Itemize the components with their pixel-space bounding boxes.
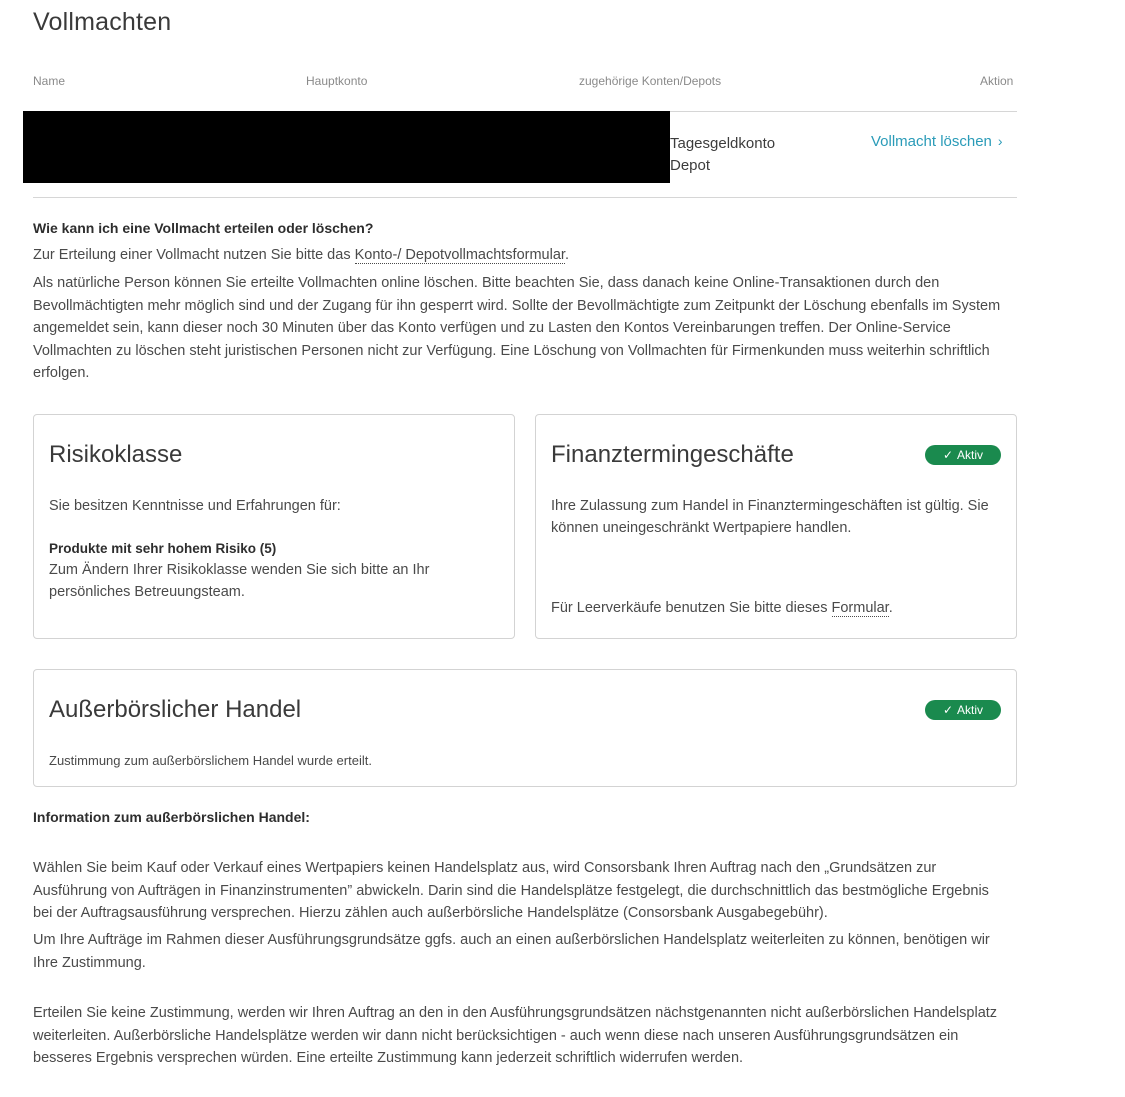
status-badge — [925, 700, 1001, 720]
faq-paragraph: Als natürliche Person können Sie erteilte Vollmachten online löschen. Bitte beachten Sie, dass danach keine Online-Transaktionen durch den Bevollmächtigten mehr möglich sind und der Zugang für ihn gesperrt wird. Sollte der Bevollmächtigte zum Zeitpunkt der Löschung ebenfalls im System angemeldet sein, kann dieser noch 30 Minuten über das Konto verfügen und zu Lasten den Kontos Vereinbarungen treffen. Der Online-Service Vollmachten zu löschen steht juristischen Personen nicht zur Verfügung. Eine Löschung von Vollmachten für Firmenkunden muss weiterhin schriftlich erfolgen. — [33, 275, 1001, 381]
risk-class-level: Produkte mit sehr hohem Risiko (5) — [49, 541, 277, 556]
column-header-action: Aktion — [980, 74, 1014, 88]
risk-class-intro: Sie besitzen Kenntnisse und Erfahrungen für: — [49, 498, 341, 514]
short-selling-prefix: Für Leerverkäufe benutzen Sie bitte dieses — [551, 600, 832, 616]
short-selling-suffix: . — [888, 600, 893, 616]
check-icon: ✓ — [942, 448, 954, 462]
badge-label: Aktiv — [957, 448, 984, 462]
otc-trading-card — [33, 669, 1017, 787]
futures-text: Ihre Zulassung zum Handel in Finanztermingeschäften ist gültig. Sie können uneingeschränkt Wertpapiere handlen. — [551, 498, 989, 536]
risk-class-title: Risikoklasse — [49, 441, 183, 468]
page-title: Vollmachten — [33, 8, 172, 36]
account-item: Tagesgeldkonto — [670, 135, 776, 152]
otc-info-paragraph-1: Wählen Sie beim Kauf oder Verkauf eines Wertpapiers keinen Handelsplatz aus, wird Consorsbank Ihren Auftrag nach den „Grundsätzen zur Ausführung von Aufträgen in Finanzinstrumenten” abwickeln. Darin sind die Handelsplätze festgelegt, die durchschnittlich das bestmögliche Ergebnis bei der Auftragsausführung versprechen. Hierzu zählen auch außerbörsliche Handelsplätze (Consorsbank Ausgabegebühr). — [33, 860, 989, 921]
account-item: Depot — [670, 157, 711, 174]
related-accounts-cell — [670, 133, 775, 177]
futures-card — [535, 414, 1017, 639]
faq-heading: Wie kann ich eine Vollmacht erteilen oder löschen? — [33, 220, 374, 236]
badge-label: Aktiv — [957, 703, 984, 717]
delete-power-of-attorney-link[interactable] — [871, 133, 1003, 150]
faq-line-suffix: . — [564, 247, 569, 263]
otc-trading-text: Zustimmung zum außerbörslichem Handel wurde erteilt. — [49, 753, 372, 768]
faq-line-prefix: Zur Erteilung einer Vollmacht nutzen Sie bitte das — [33, 247, 355, 263]
otc-info-paragraph-2: Um Ihre Aufträge im Rahmen dieser Ausführungsgrundsätze ggfs. auch an einen außerbörslichen Handelsplatz weiterleiten zu können, benötigen wir Ihre Zustimmung. — [33, 932, 990, 971]
risk-class-note: Zum Ändern Ihrer Risikoklasse wenden Sie sich bitte an Ihr persönliches Betreuungsteam. — [49, 562, 430, 600]
otc-info-heading: Information zum außerbörslichen Handel: — [33, 809, 310, 825]
authorization-form-link[interactable]: Konto-/ Depotvollmachtsformular — [354, 247, 565, 263]
check-icon: ✓ — [942, 703, 954, 717]
delete-link-label: Vollmacht löschen — [871, 133, 992, 150]
column-header-related-accounts: zugehörige Konten/Depots — [579, 74, 722, 88]
column-header-name: Name — [33, 74, 66, 88]
short-selling-line — [551, 597, 893, 619]
risk-class-card — [33, 414, 515, 639]
short-selling-form-link[interactable]: Formular — [831, 600, 889, 616]
futures-title: Finanztermingeschäfte — [551, 441, 794, 468]
status-badge — [925, 445, 1001, 465]
faq-line-form — [33, 244, 1008, 267]
redacted-name-block — [23, 111, 670, 183]
table-divider-bottom — [33, 197, 1017, 198]
otc-info-paragraph-3: Erteilen Sie keine Zustimmung, werden wir Ihren Auftrag an den in den Ausführungsgrundsätzen nächstgenannten nicht außerbörslichen Handelsplatz weiterleiten. Außerbörsliche Handelsplätze werden wir dann nicht berücksichtigen - auch wenn diese nach unseren Ausführungsgrundsätzen ein besseres Ergebnis versprechen würden. Eine erteilte Zustimmung kann jederzeit schriftlich widerrufen werden. — [33, 1005, 998, 1066]
chevron-right-icon: › — [997, 133, 1003, 149]
column-header-main-account: Hauptkonto — [306, 74, 368, 88]
otc-trading-title: Außerbörslicher Handel — [49, 696, 302, 723]
